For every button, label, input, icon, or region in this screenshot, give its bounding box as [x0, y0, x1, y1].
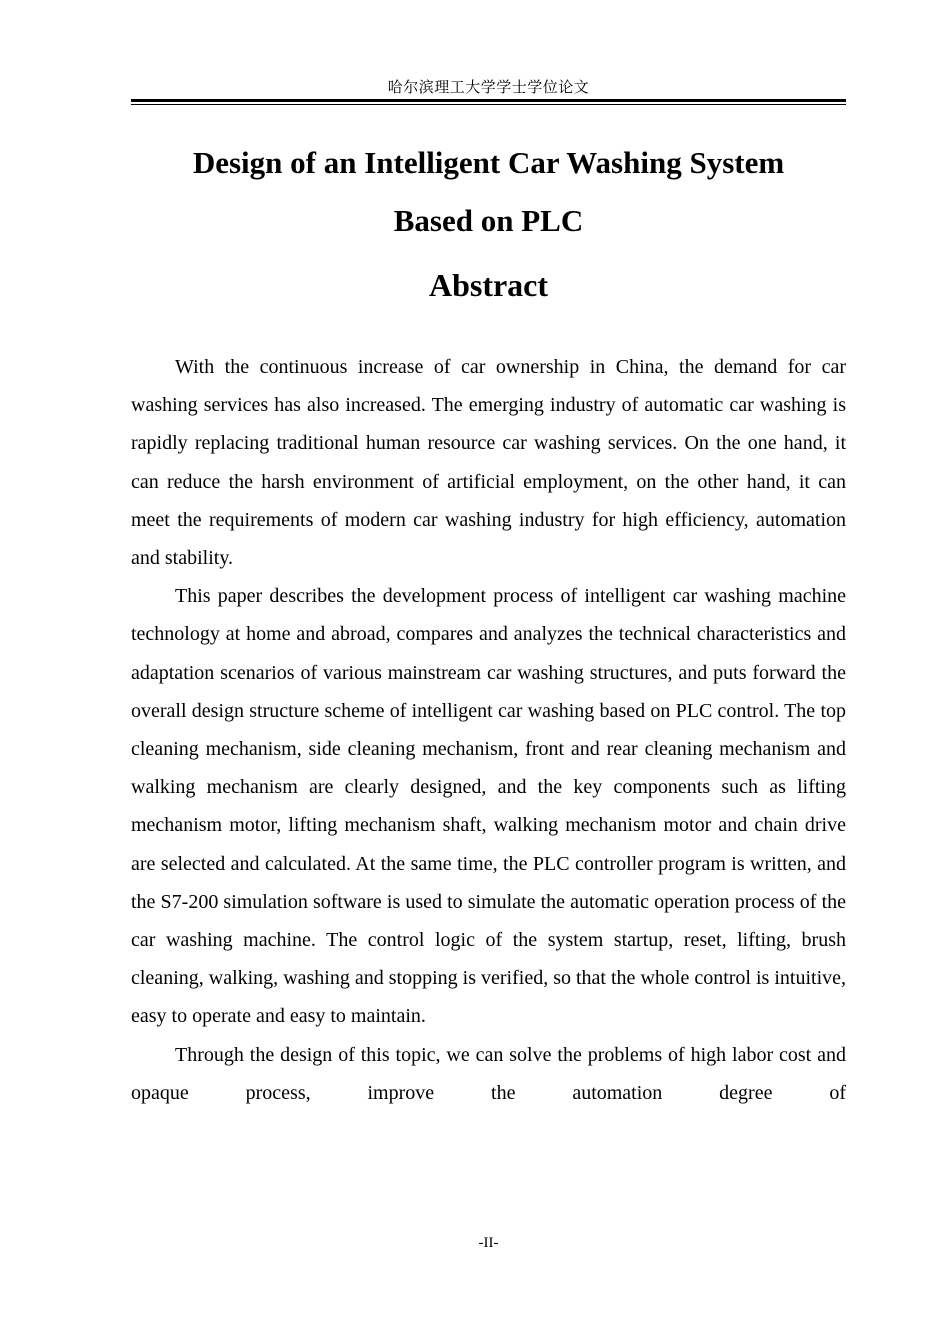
paper-title-line-1: Design of an Intelligent Car Washing System	[192, 145, 785, 180]
abstract-body	[131, 348, 846, 1112]
header-rule-thin	[131, 104, 846, 105]
running-header: 哈尔滨理工大学学士学位论文	[387, 80, 590, 96]
header-rule-thick	[131, 99, 846, 102]
abstract-paragraph-2: This paper describes the development process of intelligent car washing machine technology at home and abroad, compares and analyzes the technical characteristics and adaptation scenarios of various mainstream car washing structures, and puts forward the overall design structure scheme of intelligent car washing based on PLC control. The top cleaning mechanism, side cleaning mechanism, front and rear cleaning mechanism and walking mechanism are clearly designed, and the key components such as lifting mechanism motor, lifting mechanism shaft, walking mechanism motor and chain drive are selected and calculated. At the same time, the PLC controller program is written, and the S7-200 simulation software is used to simulate the automatic operation process of the car washing machine. The control logic of the system startup, reset, lifting, brush cleaning, walking, washing and stopping is verified, so that the whole control is intuitive, easy to operate and easy to maintain.	[131, 585, 846, 1028]
abstract-paragraph-3: Through the design of this topic, we can solve the problems of high labor cost and opaque process, improve the automation degree of	[131, 1043, 846, 1104]
page-number: -II-	[478, 1235, 499, 1251]
paper-title-line-2: Based on PLC	[393, 203, 584, 238]
paper-title	[131, 134, 846, 250]
abstract-paragraph-1: With the continuous increase of car ownership in China, the demand for car washing services has also increased. The emerging industry of automatic car washing is rapidly replacing traditional human resource car washing services. On the one hand, it can reduce the harsh environment of artificial employment, on the other hand, it can meet the requirements of modern car washing industry for high efficiency, automation and stability.	[131, 356, 846, 570]
section-heading: Abstract	[428, 267, 549, 303]
